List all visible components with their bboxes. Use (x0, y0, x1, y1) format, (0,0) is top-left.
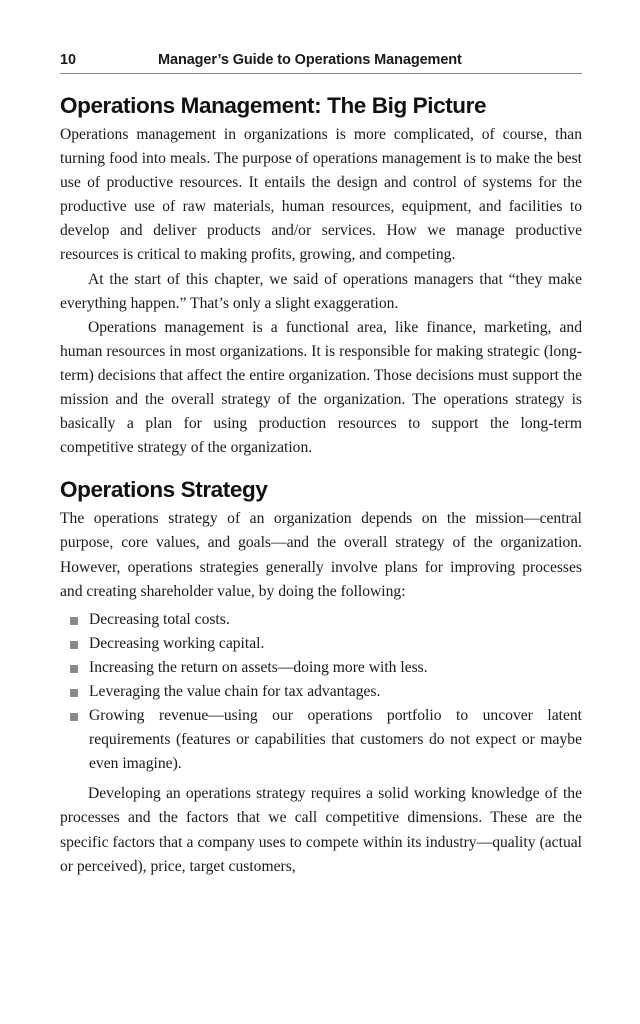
square-bullet-icon (70, 641, 78, 649)
square-bullet-icon (70, 689, 78, 697)
running-title: Manager’s Guide to Operations Management (158, 52, 462, 68)
list-item-text: Leveraging the value chain for tax advantages. (89, 682, 381, 700)
list-item-text: Increasing the return on assets—doing more with less. (89, 658, 428, 676)
list-item (60, 680, 582, 704)
list-item-text: Decreasing working capital. (89, 634, 265, 652)
paragraph: The operations strategy of an organization depends on the mission—central purpose, core values, and goals—and the overall strategy of the organization. However, operations strategies generally involve plans for improving processes and creating shareholder value, by doing the following: (60, 510, 582, 600)
page-number: 10 (60, 52, 76, 68)
bullet-list (60, 608, 582, 777)
section-heading-big-picture: Operations Management: The Big Picture (60, 93, 487, 118)
list-item-text: Growing revenue—using our operations portfolio to uncover latent requirements (features or capabilities that customers do not expect or maybe even imagine). (89, 707, 582, 773)
paragraph: Developing an operations strategy requires a solid working knowledge of the processes and the factors that we call competitive dimensions. These are the specific factors that a company uses to compete within its industry—quality (actual or perceived), price, target customers, (60, 785, 582, 875)
running-header (60, 52, 582, 74)
paragraph: Operations management is a functional area, like finance, marketing, and human resources in most organizations. It is responsible for making strategic (long-term) decisions that affect the entire organization. Those decisions must support the mission and the overall strategy of the organization. The operations strategy is basically a plan for using production resources to support the long-term competitive strategy of the organization. (60, 318, 582, 457)
paragraph: Operations management in organizations is more complicated, of course, than turning food into meals. The purpose of operations management is to make the best use of productive resources. It entails the design and control of systems for the productive use of raw materials, human resources, equipment, and facilities to develop and deliver products and/or services. How we manage productive resources is critical to making profits, growing, and competing. (60, 126, 582, 264)
list-item (60, 608, 582, 632)
square-bullet-icon (70, 617, 78, 625)
list-item-text: Decreasing total costs. (89, 610, 230, 628)
list-item (60, 632, 582, 656)
square-bullet-icon (70, 665, 78, 673)
list-item (60, 656, 582, 680)
paragraph: At the start of this chapter, we said of operations managers that “they make everything happen.” That’s only a slight exaggeration. (60, 270, 582, 312)
list-item (60, 704, 582, 776)
book-page (60, 52, 582, 879)
square-bullet-icon (70, 713, 78, 721)
section-heading-operations-strategy: Operations Strategy (60, 477, 268, 503)
